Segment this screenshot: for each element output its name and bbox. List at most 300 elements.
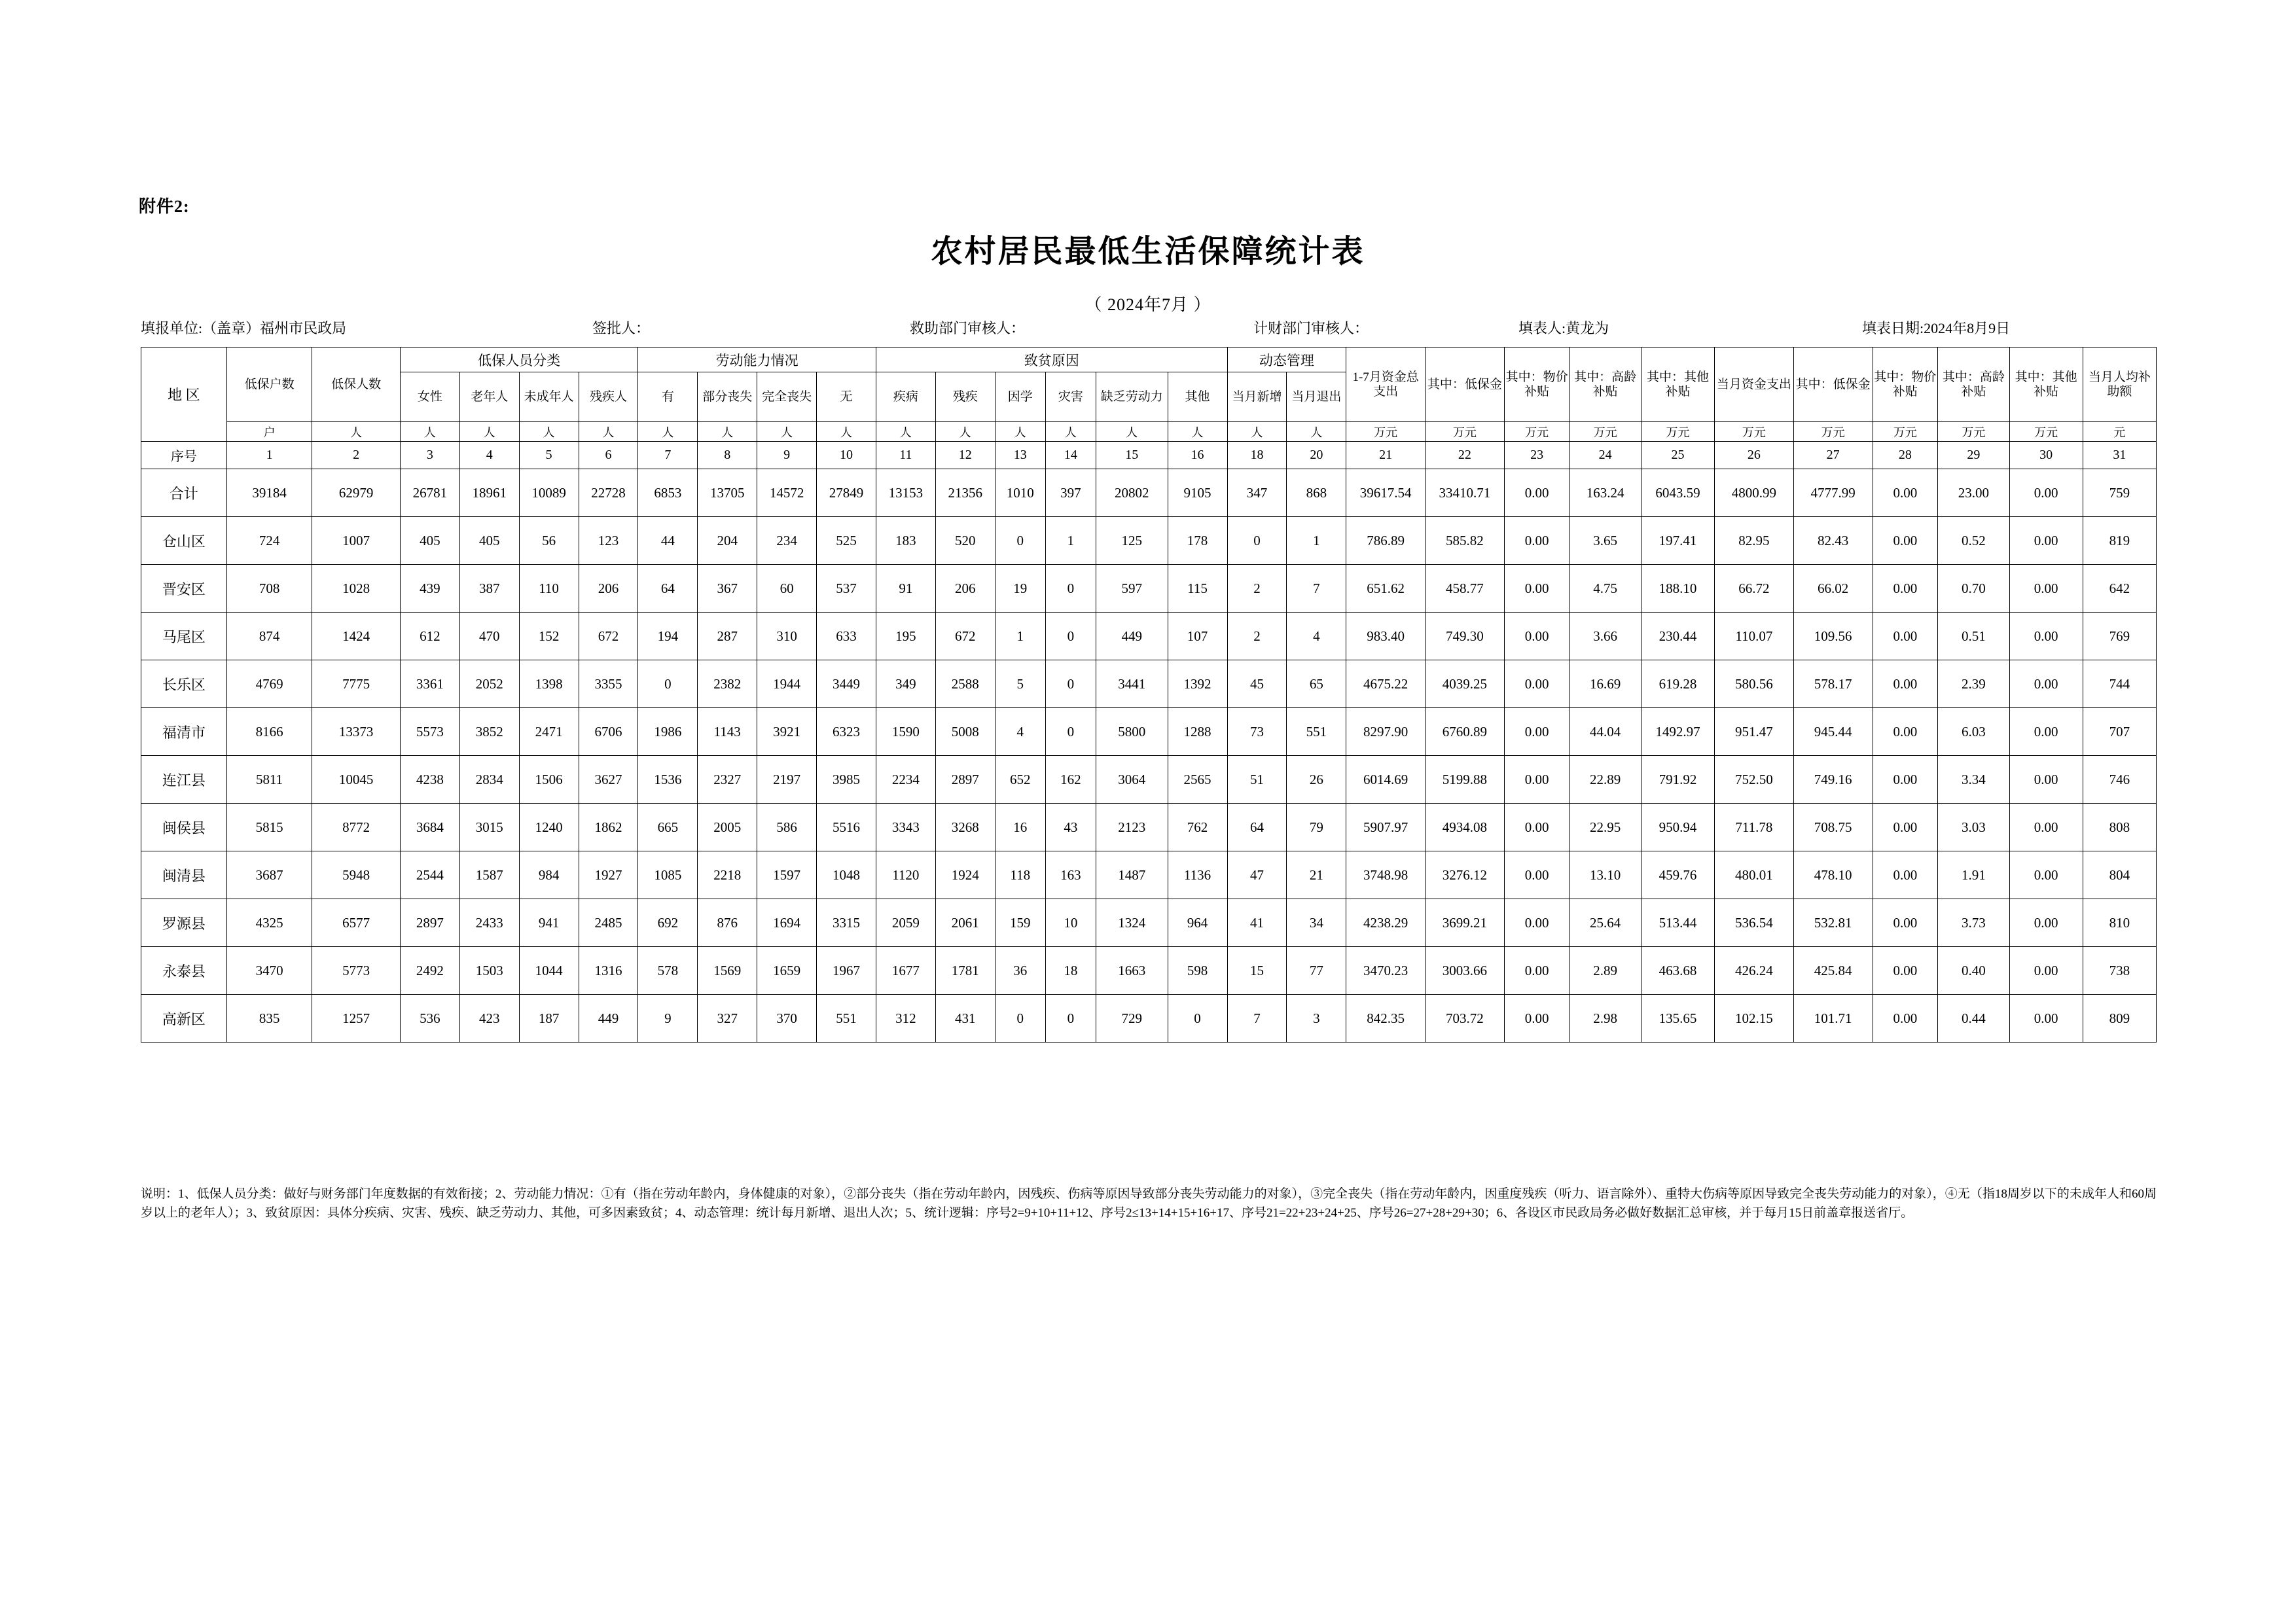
cell: 123 — [579, 517, 638, 565]
seq-6: 6 — [579, 442, 638, 469]
cell: 423 — [459, 995, 519, 1043]
seq-9: 9 — [757, 442, 817, 469]
unit-labor-1: 人 — [638, 422, 698, 442]
sequence-label: 序号 — [141, 442, 227, 469]
cell: 66.72 — [1714, 565, 1793, 613]
header-households: 低保户数 — [226, 348, 312, 422]
sequence-row — [141, 442, 2157, 469]
cell: 5800 — [1096, 708, 1168, 756]
table-row — [141, 899, 2157, 947]
cell: 749.16 — [1793, 756, 1873, 804]
cell: 0.00 — [2009, 565, 2083, 613]
cell: 51 — [1227, 756, 1287, 804]
cell: 2005 — [698, 804, 757, 851]
unit-cat-2: 人 — [459, 422, 519, 442]
cell: 0.00 — [1873, 565, 1938, 613]
seq-5: 5 — [519, 442, 579, 469]
cell: 1 — [1045, 517, 1096, 565]
cell: 26781 — [400, 469, 459, 517]
cell: 195 — [876, 613, 935, 660]
cell: 2059 — [876, 899, 935, 947]
cell: 33410.71 — [1426, 469, 1505, 517]
cell: 3.03 — [1938, 804, 2010, 851]
cell: 5815 — [226, 804, 312, 851]
cell: 1028 — [312, 565, 400, 613]
cell: 945.44 — [1793, 708, 1873, 756]
cell: 3.65 — [1570, 517, 1641, 565]
cell: 1659 — [757, 947, 817, 995]
cell: 597 — [1096, 565, 1168, 613]
cell: 34 — [1287, 899, 1346, 947]
header-group-cause: 致贫原因 — [876, 348, 1227, 372]
cell: 1048 — [817, 851, 876, 899]
header-group-category: 低保人员分类 — [400, 348, 638, 372]
cell: 287 — [698, 613, 757, 660]
page-subtitle: （ 2024年7月 ） — [1085, 295, 1211, 314]
cell: 651.62 — [1346, 565, 1426, 613]
cell: 1536 — [638, 756, 698, 804]
cell: 2197 — [757, 756, 817, 804]
unit-persons: 人 — [312, 422, 400, 442]
cell: 194 — [638, 613, 698, 660]
cell: 0.00 — [2009, 469, 2083, 517]
row-label: 晋安区 — [141, 565, 227, 613]
cell: 0.00 — [1873, 756, 1938, 804]
unit-janjul-4: 万元 — [1641, 422, 1714, 442]
cell: 1587 — [459, 851, 519, 899]
cell: 1597 — [757, 851, 817, 899]
cell: 672 — [935, 613, 995, 660]
cell: 6706 — [579, 708, 638, 756]
cell: 3.73 — [1938, 899, 2010, 947]
statistics-table — [141, 347, 2157, 1043]
header-dynamic-1: 当月新增 — [1227, 372, 1287, 422]
cell: 0.00 — [1504, 756, 1570, 804]
cell: 3 — [1287, 995, 1346, 1043]
cell: 1398 — [519, 660, 579, 708]
cell: 3268 — [935, 804, 995, 851]
cell: 2 — [1227, 613, 1287, 660]
cell: 7 — [1227, 995, 1287, 1043]
cell: 5199.88 — [1426, 756, 1505, 804]
cell: 5811 — [226, 756, 312, 804]
cell: 810 — [2083, 899, 2156, 947]
cell: 2382 — [698, 660, 757, 708]
cell: 0.00 — [1873, 899, 1938, 947]
cell: 1.91 — [1938, 851, 2010, 899]
cell: 21 — [1287, 851, 1346, 899]
row-label: 闽侯县 — [141, 804, 227, 851]
row-label: 闽清县 — [141, 851, 227, 899]
cell: 431 — [935, 995, 995, 1043]
cell: 10045 — [312, 756, 400, 804]
cell: 0 — [1045, 565, 1096, 613]
cell: 439 — [400, 565, 459, 613]
cell: 983.40 — [1346, 613, 1426, 660]
row-label: 连江县 — [141, 756, 227, 804]
cell: 633 — [817, 613, 876, 660]
cell: 724 — [226, 517, 312, 565]
unit-cause-3: 人 — [995, 422, 1045, 442]
cell: 2588 — [935, 660, 995, 708]
row-label: 高新区 — [141, 995, 227, 1043]
cell: 13373 — [312, 708, 400, 756]
cell: 3470 — [226, 947, 312, 995]
cell: 152 — [519, 613, 579, 660]
meta-finance-reviewer: 计财部门审核人： — [1253, 320, 1369, 336]
cell: 449 — [1096, 613, 1168, 660]
header-cause-2: 残疾 — [935, 372, 995, 422]
cell: 703.72 — [1426, 995, 1505, 1043]
cell: 82.95 — [1714, 517, 1793, 565]
table-row — [141, 469, 2157, 517]
cell: 749.30 — [1426, 613, 1505, 660]
cell: 310 — [757, 613, 817, 660]
cell: 3921 — [757, 708, 817, 756]
cell: 0.00 — [1873, 517, 1938, 565]
cell: 3003.66 — [1426, 947, 1505, 995]
cell: 4675.22 — [1346, 660, 1426, 708]
cell: 1257 — [312, 995, 400, 1043]
cell: 426.24 — [1714, 947, 1793, 995]
cell: 5907.97 — [1346, 804, 1426, 851]
table-row — [141, 995, 2157, 1043]
cell: 537 — [817, 565, 876, 613]
table-row — [141, 613, 2157, 660]
seq-27: 27 — [1793, 442, 1873, 469]
seq-14: 14 — [1045, 442, 1096, 469]
table-row — [141, 756, 2157, 804]
cell: 586 — [757, 804, 817, 851]
cell: 110.07 — [1714, 613, 1793, 660]
cell: 135.65 — [1641, 995, 1714, 1043]
cell: 10089 — [519, 469, 579, 517]
cell: 3064 — [1096, 756, 1168, 804]
cell: 188.10 — [1641, 565, 1714, 613]
cell: 672 — [579, 613, 638, 660]
cell: 6.03 — [1938, 708, 2010, 756]
seq-2: 2 — [312, 442, 400, 469]
cell: 769 — [2083, 613, 2156, 660]
cell: 14572 — [757, 469, 817, 517]
cell: 0.00 — [2009, 613, 2083, 660]
cell: 10 — [1045, 899, 1096, 947]
cell: 22.89 — [1570, 756, 1641, 804]
cell: 13153 — [876, 469, 935, 517]
cell: 536 — [400, 995, 459, 1043]
seq-7: 7 — [638, 442, 698, 469]
cell: 8166 — [226, 708, 312, 756]
unit-month-2: 万元 — [1873, 422, 1938, 442]
cell: 3449 — [817, 660, 876, 708]
cell: 4238.29 — [1346, 899, 1426, 947]
attachment-note: 附件2: — [139, 197, 190, 216]
cell: 77 — [1287, 947, 1346, 995]
cell: 0.00 — [2009, 995, 2083, 1043]
unit-janjul-2: 万元 — [1504, 422, 1570, 442]
header-persons: 低保人数 — [312, 348, 400, 422]
cell: 1085 — [638, 851, 698, 899]
cell: 2492 — [400, 947, 459, 995]
cell: 0 — [1045, 995, 1096, 1043]
cell: 0.00 — [1504, 469, 1570, 517]
seq-13: 13 — [995, 442, 1045, 469]
cell: 230.44 — [1641, 613, 1714, 660]
cell: 1944 — [757, 660, 817, 708]
row-label: 福清市 — [141, 708, 227, 756]
cell: 0.00 — [2009, 804, 2083, 851]
cell: 580.56 — [1714, 660, 1793, 708]
unit-cause-4: 人 — [1045, 422, 1096, 442]
cell: 41 — [1227, 899, 1287, 947]
cell: 520 — [935, 517, 995, 565]
cell: 2234 — [876, 756, 935, 804]
cell: 206 — [579, 565, 638, 613]
cell: 3699.21 — [1426, 899, 1505, 947]
cell: 4800.99 — [1714, 469, 1793, 517]
cell: 0.00 — [1504, 804, 1570, 851]
cell: 13.10 — [1570, 851, 1641, 899]
cell: 2485 — [579, 899, 638, 947]
cell: 532.81 — [1793, 899, 1873, 947]
seq-26: 26 — [1714, 442, 1793, 469]
seq-29: 29 — [1938, 442, 2010, 469]
cell: 1663 — [1096, 947, 1168, 995]
cell: 551 — [1287, 708, 1346, 756]
cell: 2433 — [459, 899, 519, 947]
cell: 26 — [1287, 756, 1346, 804]
unit-labor-2: 人 — [698, 422, 757, 442]
cell: 585.82 — [1426, 517, 1505, 565]
cell: 3.66 — [1570, 613, 1641, 660]
cell: 1927 — [579, 851, 638, 899]
cell: 0.00 — [1504, 851, 1570, 899]
cell: 387 — [459, 565, 519, 613]
unit-cause-6: 人 — [1168, 422, 1227, 442]
cell: 941 — [519, 899, 579, 947]
cell: 1487 — [1096, 851, 1168, 899]
cell: 1392 — [1168, 660, 1227, 708]
cell: 7775 — [312, 660, 400, 708]
header-janjul-sub-1: 其中：低保金 — [1426, 348, 1505, 422]
cell: 874 — [226, 613, 312, 660]
unit-avg: 元 — [2083, 422, 2156, 442]
cell: 1007 — [312, 517, 400, 565]
cell: 0.00 — [1504, 947, 1570, 995]
cell: 4 — [995, 708, 1045, 756]
table-row — [141, 708, 2157, 756]
unit-janjul-total: 万元 — [1346, 422, 1426, 442]
cell: 163.24 — [1570, 469, 1641, 517]
cell: 1288 — [1168, 708, 1227, 756]
cell: 110 — [519, 565, 579, 613]
unit-labor-3: 人 — [757, 422, 817, 442]
seq-15: 15 — [1096, 442, 1168, 469]
cell: 786.89 — [1346, 517, 1426, 565]
cell: 349 — [876, 660, 935, 708]
cell: 1924 — [935, 851, 995, 899]
seq-30: 30 — [2009, 442, 2083, 469]
cell: 115 — [1168, 565, 1227, 613]
unit-janjul-3: 万元 — [1570, 422, 1641, 442]
cell: 868 — [1287, 469, 1346, 517]
cell: 808 — [2083, 804, 2156, 851]
cell: 82.43 — [1793, 517, 1873, 565]
cell: 1506 — [519, 756, 579, 804]
cell: 3315 — [817, 899, 876, 947]
cell: 6853 — [638, 469, 698, 517]
cell: 612 — [400, 613, 459, 660]
unit-households: 户 — [226, 422, 312, 442]
cell: 16 — [995, 804, 1045, 851]
cell: 60 — [757, 565, 817, 613]
cell: 842.35 — [1346, 995, 1426, 1043]
cell: 551 — [817, 995, 876, 1043]
cell: 62979 — [312, 469, 400, 517]
cell: 752.50 — [1714, 756, 1793, 804]
cell: 5948 — [312, 851, 400, 899]
cell: 25.64 — [1570, 899, 1641, 947]
seq-25: 25 — [1641, 442, 1714, 469]
cell: 1044 — [519, 947, 579, 995]
cell: 18 — [1045, 947, 1096, 995]
cell: 665 — [638, 804, 698, 851]
unit-labor-4: 人 — [817, 422, 876, 442]
meta-date: 填表日期:2024年8月9日 — [1862, 320, 2011, 336]
cell: 64 — [1227, 804, 1287, 851]
header-cause-1: 疾病 — [876, 372, 935, 422]
cell: 470 — [459, 613, 519, 660]
cell: 2327 — [698, 756, 757, 804]
unit-month-1: 万元 — [1793, 422, 1873, 442]
cell: 4769 — [226, 660, 312, 708]
cell: 5 — [995, 660, 1045, 708]
cell: 3343 — [876, 804, 935, 851]
seq-3: 3 — [400, 442, 459, 469]
cell: 964 — [1168, 899, 1227, 947]
cell: 20802 — [1096, 469, 1168, 517]
table-row — [141, 565, 2157, 613]
cell: 0.00 — [2009, 851, 2083, 899]
cell: 984 — [519, 851, 579, 899]
row-label: 仓山区 — [141, 517, 227, 565]
header-cause-4: 灾害 — [1045, 372, 1096, 422]
cell: 65 — [1287, 660, 1346, 708]
header-janjul-sub-4: 其中：其他补贴 — [1641, 348, 1714, 422]
cell: 0.00 — [1873, 947, 1938, 995]
cell: 463.68 — [1641, 947, 1714, 995]
meta-approver: 签批人： — [592, 320, 651, 336]
cell: 3355 — [579, 660, 638, 708]
cell: 206 — [935, 565, 995, 613]
cell: 405 — [400, 517, 459, 565]
cell: 234 — [757, 517, 817, 565]
cell: 101.71 — [1793, 995, 1873, 1043]
cell: 2.39 — [1938, 660, 2010, 708]
cell: 746 — [2083, 756, 2156, 804]
seq-22: 22 — [1426, 442, 1505, 469]
unit-dynamic-1: 人 — [1227, 422, 1287, 442]
cell: 2123 — [1096, 804, 1168, 851]
cell: 5008 — [935, 708, 995, 756]
seq-21: 21 — [1346, 442, 1426, 469]
cell: 744 — [2083, 660, 2156, 708]
unit-cat-4: 人 — [579, 422, 638, 442]
row-label: 罗源县 — [141, 899, 227, 947]
cell: 3684 — [400, 804, 459, 851]
cell: 22.95 — [1570, 804, 1641, 851]
cell: 835 — [226, 995, 312, 1043]
header-category-1: 女性 — [400, 372, 459, 422]
unit-month-4: 万元 — [2009, 422, 2083, 442]
cell: 0.00 — [2009, 708, 2083, 756]
cell: 39617.54 — [1346, 469, 1426, 517]
cell: 204 — [698, 517, 757, 565]
cell: 5773 — [312, 947, 400, 995]
table-row — [141, 660, 2157, 708]
cell: 950.94 — [1641, 804, 1714, 851]
cell: 3470.23 — [1346, 947, 1426, 995]
cell: 809 — [2083, 995, 2156, 1043]
cell: 44 — [638, 517, 698, 565]
header-cause-6: 其他 — [1168, 372, 1227, 422]
unit-month-total: 万元 — [1714, 422, 1793, 442]
cell: 405 — [459, 517, 519, 565]
cell: 45 — [1227, 660, 1287, 708]
cell: 619.28 — [1641, 660, 1714, 708]
header-month-sub-3: 其中：高龄补贴 — [1938, 348, 2010, 422]
cell: 3852 — [459, 708, 519, 756]
header-labor-1: 有 — [638, 372, 698, 422]
cell: 187 — [519, 995, 579, 1043]
cell: 738 — [2083, 947, 2156, 995]
cell: 44.04 — [1570, 708, 1641, 756]
cell: 3441 — [1096, 660, 1168, 708]
cell: 3687 — [226, 851, 312, 899]
cell: 951.47 — [1714, 708, 1793, 756]
row-label: 合计 — [141, 469, 227, 517]
seq-10: 10 — [817, 442, 876, 469]
cell: 0 — [995, 517, 1045, 565]
cell: 56 — [519, 517, 579, 565]
cell: 23.00 — [1938, 469, 2010, 517]
cell: 0.00 — [1504, 995, 1570, 1043]
cell: 0.00 — [1873, 708, 1938, 756]
cell: 1986 — [638, 708, 698, 756]
cell: 79 — [1287, 804, 1346, 851]
cell: 0 — [1168, 995, 1227, 1043]
cell: 708.75 — [1793, 804, 1873, 851]
unit-janjul-1: 万元 — [1426, 422, 1505, 442]
cell: 39184 — [226, 469, 312, 517]
header-dynamic-2: 当月退出 — [1287, 372, 1346, 422]
cell: 8297.90 — [1346, 708, 1426, 756]
cell: 109.56 — [1793, 613, 1873, 660]
cell: 47 — [1227, 851, 1287, 899]
cell: 2 — [1227, 565, 1287, 613]
header-labor-2: 部分丧失 — [698, 372, 757, 422]
cell: 4039.25 — [1426, 660, 1505, 708]
cell: 0.00 — [1873, 851, 1938, 899]
cell: 312 — [876, 995, 935, 1043]
cell: 692 — [638, 899, 698, 947]
cell: 762 — [1168, 804, 1227, 851]
cell: 0.00 — [1504, 899, 1570, 947]
cell: 1590 — [876, 708, 935, 756]
cell: 819 — [2083, 517, 2156, 565]
cell: 0.00 — [2009, 756, 2083, 804]
cell: 183 — [876, 517, 935, 565]
